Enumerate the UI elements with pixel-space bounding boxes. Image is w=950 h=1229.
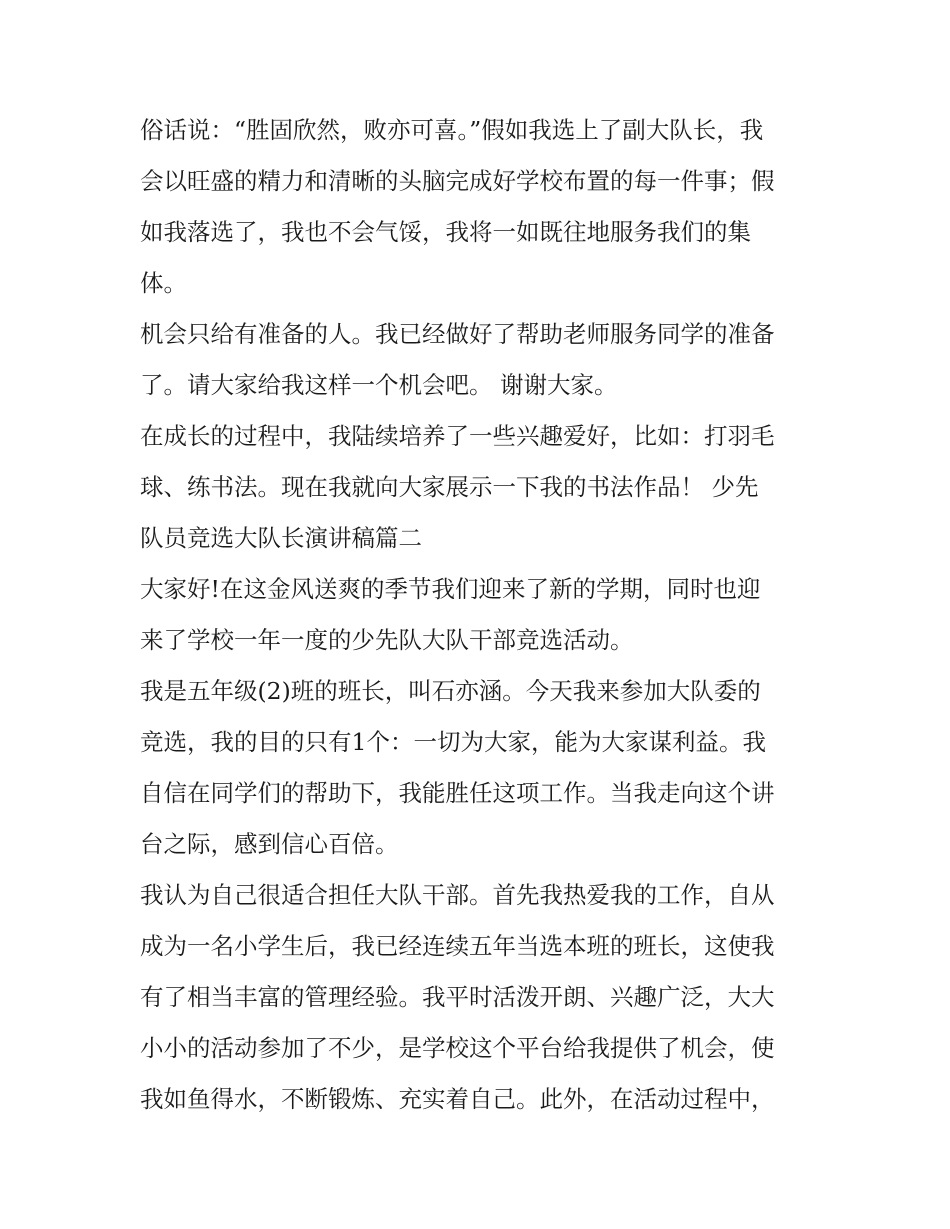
text-line: 在成长的过程中，我陆续培养了一些兴趣爱好，比如：打羽毛 (140, 422, 775, 450)
text-line: 成为一名小学生后，我已经连续五年当选本班的班长，这使我 (140, 932, 775, 960)
text-line: 小小的活动参加了不少，是学校这个平台给我提供了机会，使 (140, 1034, 775, 1062)
text-line: 俗话说：“胜固欣然，败亦可喜。”假如我选上了副大队长，我 (140, 116, 764, 144)
text-line: 机会只给有准备的人。我已经做好了帮助老师服务同学的准备 (140, 320, 775, 348)
text-line: 竞选，我的目的只有1个：一切为大家，能为大家谋利益。我 (140, 728, 766, 756)
text-line: 来了学校一年一度的少先队大队干部竞选活动。 (140, 626, 634, 654)
text-line: 球、练书法。现在我就向大家展示一下我的书法作品！ 少先 (140, 473, 759, 501)
text-line: 了。请大家给我这样一个机会吧。 谢谢大家。 (140, 371, 618, 399)
document-body (140, 105, 815, 1125)
text-line: 体。 (140, 269, 187, 297)
text-line: 有了相当丰富的管理经验。我平时活泼开朗、兴趣广泛，大大 (140, 983, 775, 1011)
text-line: 我如鱼得水，不断锻炼、充实着自己。此外，在活动过程中， (140, 1085, 775, 1113)
text-line: 大家好!在这金风送爽的季节我们迎来了新的学期，同时也迎 (140, 575, 761, 603)
text-line: 如我落选了，我也不会气馁，我将一如既往地服务我们的集 (140, 218, 751, 246)
section-title-line: 队员竞选大队长演讲稿篇二 (140, 524, 422, 552)
text-line: 会以旺盛的精力和清晰的头脑完成好学校布置的每一件事；假 (140, 167, 775, 195)
text-line: 我是五年级(2)班的班长，叫石亦涵。今天我来参加大队委的 (140, 677, 761, 705)
text-line: 我认为自己很适合担任大队干部。首先我热爱我的工作，自从 (140, 881, 775, 909)
text-line: 自信在同学们的帮助下，我能胜任这项工作。当我走向这个讲 (140, 779, 775, 807)
text-line: 台之际，感到信心百倍。 (140, 830, 399, 858)
